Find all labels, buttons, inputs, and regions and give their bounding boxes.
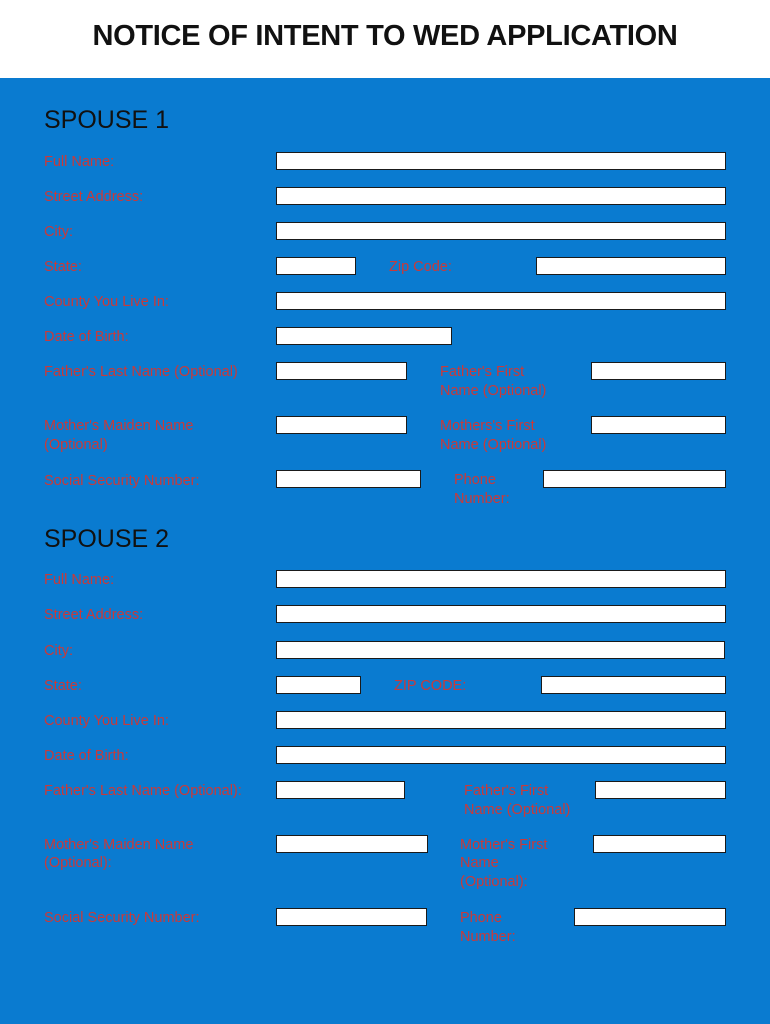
spouse2-mother-first-label-line1: Mother's First xyxy=(460,837,548,853)
spouse2-father-first-field[interactable] xyxy=(595,781,726,799)
spouse1-mother-maiden-label-line1: Mother's Maiden Name xyxy=(44,418,194,434)
spouse2-city-label: City: xyxy=(44,643,73,659)
spouse1-state-field[interactable] xyxy=(276,257,356,275)
spouse1-phone-label-line2: Number: xyxy=(454,491,510,507)
spouse2-dob-field[interactable] xyxy=(276,746,726,764)
spouse2-state-label: State: xyxy=(44,678,82,694)
spouse1-mother-first-label-line1: Mothers's First xyxy=(440,418,535,434)
spouse2-mother-first-field[interactable] xyxy=(593,835,726,853)
spouse2-father-first-label-line2: Name (Optional) xyxy=(464,802,571,818)
spouse1-city-label: City: xyxy=(44,224,73,240)
spouse2-mother-first-label-line3: (Optional): xyxy=(460,874,528,890)
spouse1-father-last-label: Father's Last Name (Optional) xyxy=(44,364,238,380)
spouse1-full-name-field[interactable] xyxy=(276,152,726,170)
spouse1-state-label: State: xyxy=(44,259,82,275)
spouse2-zip-field[interactable] xyxy=(541,676,726,694)
spouse1-full-name-label: Full Name: xyxy=(44,154,115,170)
spouse1-ssn-field[interactable] xyxy=(276,470,421,488)
spouse1-mother-first-label-line2: Name (Optional) xyxy=(440,437,547,453)
spouse2-mother-maiden-label-line2: (Optional): xyxy=(44,855,112,871)
spouse1-dob-label: Date of Birth: xyxy=(44,329,129,345)
spouse2-city-field[interactable] xyxy=(276,641,725,659)
spouse1-street-address-field[interactable] xyxy=(276,187,726,205)
page-title: NOTICE OF INTENT TO WED APPLICATION xyxy=(92,20,678,52)
spouse1-ssn-label: Social Security Number: xyxy=(44,473,200,489)
spouse2-heading: SPOUSE 2 xyxy=(44,525,170,553)
spouse1-father-first-label-line2: Name (Optional) xyxy=(440,383,547,399)
spouse2-mother-first-label-line2: Name xyxy=(460,855,499,871)
spouse2-phone-field[interactable] xyxy=(574,908,726,926)
spouse1-zip-label: Zip Code: xyxy=(389,259,452,275)
spouse2-state-field[interactable] xyxy=(276,676,361,694)
spouse1-city-field[interactable] xyxy=(276,222,726,240)
spouse1-street-address-label: Street Address: xyxy=(44,189,144,205)
spouse1-mother-maiden-field[interactable] xyxy=(276,416,407,434)
spouse2-ssn-label: Social Security Number: xyxy=(44,910,200,926)
spouse2-mother-maiden-field[interactable] xyxy=(276,835,428,853)
spouse1-father-first-field[interactable] xyxy=(591,362,726,380)
spouse2-phone-label-line2: Number: xyxy=(460,929,516,945)
spouse2-dob-label: Date of Birth: xyxy=(44,748,129,764)
spouse2-county-field[interactable] xyxy=(276,711,726,729)
spouse2-ssn-field[interactable] xyxy=(276,908,427,926)
spouse2-father-first-label-line1: Father's First xyxy=(464,783,549,799)
spouse2-full-name-field[interactable] xyxy=(276,570,726,588)
spouse1-phone-field[interactable] xyxy=(543,470,726,488)
spouse1-phone-label-line1: Phone xyxy=(454,472,496,488)
spouse1-county-field[interactable] xyxy=(276,292,726,310)
spouse1-heading: SPOUSE 1 xyxy=(44,106,170,134)
spouse1-mother-first-field[interactable] xyxy=(591,416,726,434)
spouse2-father-last-label: Father's Last Name (Optional): xyxy=(44,783,242,799)
spouse2-county-label: County You Live In: xyxy=(44,713,169,729)
spouse1-mother-maiden-label-line2: (Optional) xyxy=(44,437,108,453)
spouse2-mother-maiden-label-line1: Mother's Maiden Name xyxy=(44,837,194,853)
spouse1-father-last-field[interactable] xyxy=(276,362,407,380)
spouse1-dob-field[interactable] xyxy=(276,327,452,345)
spouse2-zip-label: ZIP CODE: xyxy=(394,678,467,694)
page-header xyxy=(0,0,770,78)
spouse1-father-first-label-line1: Father's First xyxy=(440,364,525,380)
spouse2-full-name-label: Full Name: xyxy=(44,572,115,588)
spouse1-county-label: County You Live In: xyxy=(44,294,169,310)
spouse2-phone-label-line1: Phone xyxy=(460,910,502,926)
spouse2-street-address-label: Street Address: xyxy=(44,607,144,623)
spouse1-zip-field[interactable] xyxy=(536,257,726,275)
spouse2-father-last-field[interactable] xyxy=(276,781,405,799)
spouse2-street-address-field[interactable] xyxy=(276,605,726,623)
